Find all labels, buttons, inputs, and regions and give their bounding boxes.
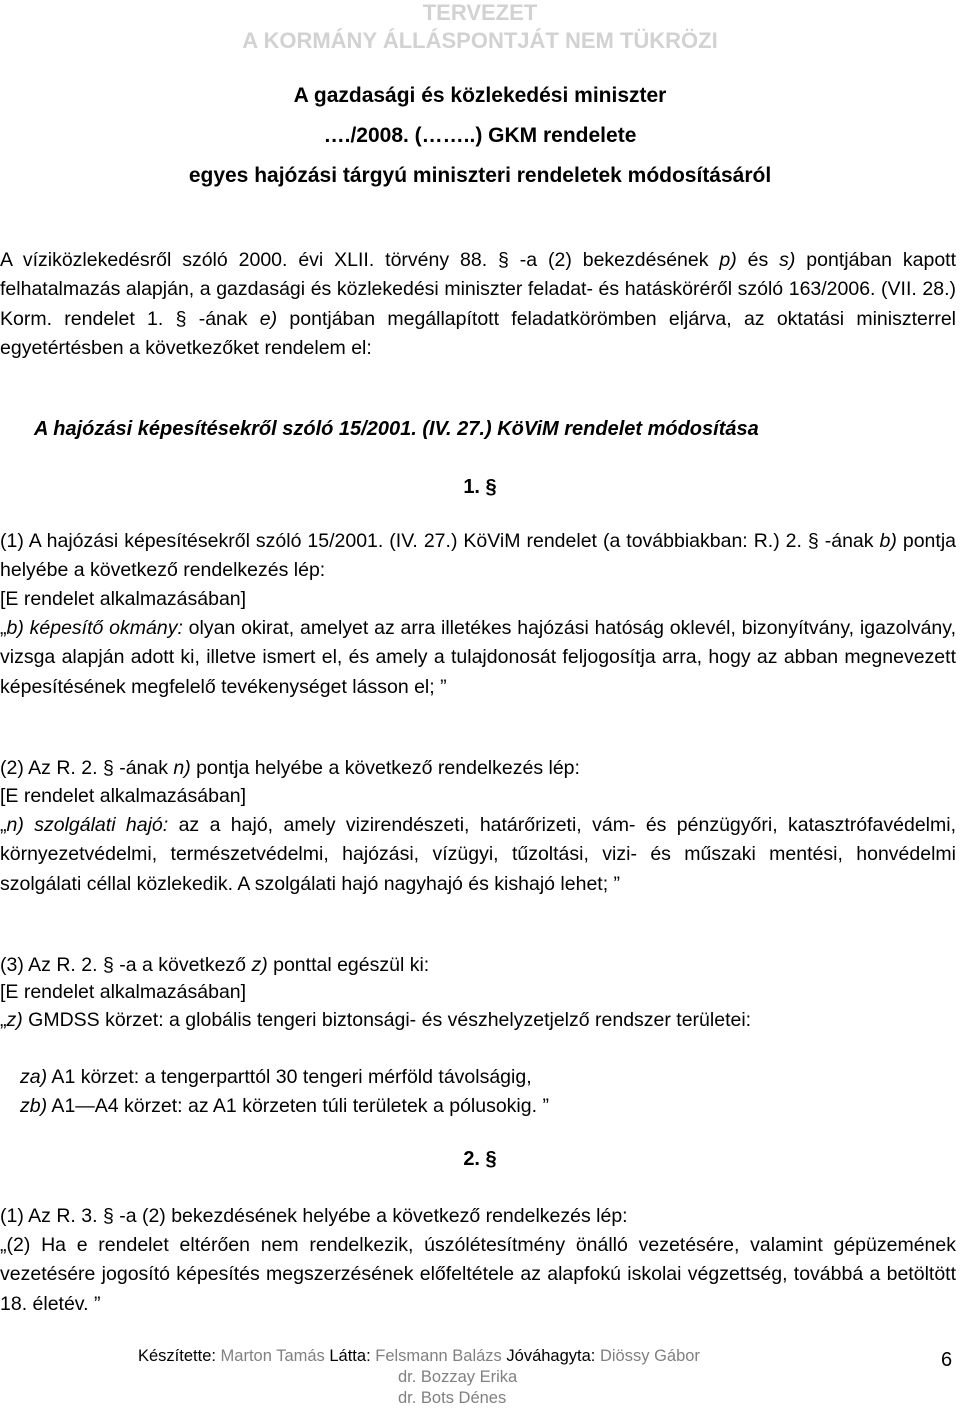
seen-label: Látta: (329, 1347, 371, 1365)
s2-p1-quote: „(2) Ha e rendelet eltérően nem rendelkezik, úszólétesítmény önálló vezetésére, valamint gépüzemének vezetésére jogosító képesítés megszerzésének előfeltétele az alapfokú iskolai végzettség, továbbá a betöltött 18. életév. ” (0, 1234, 956, 1315)
footer-signatures (138, 1346, 700, 1367)
s1-p3-definition: „z) GMDSS körzet: a globális tengeri biztonsági- és vészhelyzetjelző rendszer területei: (0, 1009, 752, 1031)
section-title: A hajózási képesítésekről szóló 15/2001. (IV. 27.) KöViM rendelet módosítása (34, 418, 759, 440)
s1-p1-bracket: [E rendelet alkalmazásában] (0, 588, 247, 610)
s1-item-za: za) A1 körzet: a tengerparttól 30 tengeri mérföld távolságig, (20, 1066, 532, 1088)
preamble-paragraph: A víziközlekedésről szóló 2000. évi XLII. törvény 88. § -a (2) bekezdésének p) és s) pontjában kapott felhatalmazás alapján, a gazdasági és közlekedési miniszter feladat- és hatásköréről szóló 163/2006. (VII. 28.) Korm. rendelet 1. § -ának e) pontjában megállapított feladatkörömben eljárva, az oktatási miniszterrel egyetértésben a következőket rendelem el: (0, 249, 957, 359)
header-decree-subject: egyes hajózási tárgyú miniszteri rendeletek módosításáról (188, 164, 772, 187)
s1-p2-definition: „n) szolgálati hajó: az a hajó, amely vizirendészeti, határőrizeti, vám- és pénzügyőri, katasztrófavédelmi, környezetvédelmi, természetvédelmi, hajózási, vízügyi, tűzoltási, vizi- és műszaki mentési, honvédelmi szolgálati céllal közlekedik. A szolgálati hajó nagyhajó és kishajó lehet; ” (0, 814, 956, 895)
section-2-number: 2. § (463, 1148, 497, 1170)
seen-value: Felsmann Balázs (370, 1347, 507, 1365)
s1-item-zb: zb) A1—A4 körzet: az A1 körzeten túli területek a pólusokig. ” (20, 1095, 549, 1117)
watermark-line-1: TERVEZET (422, 0, 538, 25)
footer-seen-third: dr. Bots Dénes (398, 1389, 507, 1407)
prepared-value: Marton Tamás (215, 1347, 330, 1365)
section-1-number: 1. § (463, 476, 497, 498)
s1-p3-bracket: [E rendelet alkalmazásában] (0, 981, 247, 1003)
header-decree-number: …./2008. (……..) GKM rendelete (323, 124, 637, 147)
s1-p2-bracket: [E rendelet alkalmazásában] (0, 785, 247, 807)
s1-paragraph-3: (3) Az R. 2. § -a a következő z) ponttal egészül ki: (0, 954, 430, 976)
approved-label: Jóváhagyta: (506, 1347, 596, 1365)
prepared-label: Készítette: (138, 1347, 216, 1365)
s1-paragraph-1: (1) A hajózási képesítésekről szóló 15/2001. (IV. 27.) KöViM rendelet (a továbbiakban: R.) 2. § -ának b) pontja helyébe a következő rendelkezés lép: (0, 530, 956, 582)
header-minister: A gazdasági és közlekedési miniszter (293, 84, 667, 107)
watermark-line-2: A KORMÁNY ÁLLÁSPONTJÁT NEM TÜKRÖZI (242, 28, 718, 53)
s2-paragraph-1: (1) Az R. 3. § -a (2) bekezdésének helyébe a következő rendelkezés lép: (0, 1205, 628, 1227)
s1-paragraph-2: (2) Az R. 2. § -ának n) pontja helyébe a következő rendelkezés lép: (0, 757, 580, 779)
footer-seen-second: dr. Bozzay Erika (398, 1368, 518, 1386)
approved-value: Diössy Gábor (595, 1347, 700, 1365)
s1-p1-definition: „b) képesítő okmány: olyan okirat, amelyet az arra illetékes hajózási hatóság oklevél, bizonyítvány, igazolvány, vizsga alapján adott ki, illetve ismert el, és amely a tulajdonosát feljogosítja arra, hogy az abban megnevezett képesítésének megfelelő tevékenységet lásson el; ” (0, 617, 956, 698)
page-number: 6 (941, 1349, 953, 1371)
